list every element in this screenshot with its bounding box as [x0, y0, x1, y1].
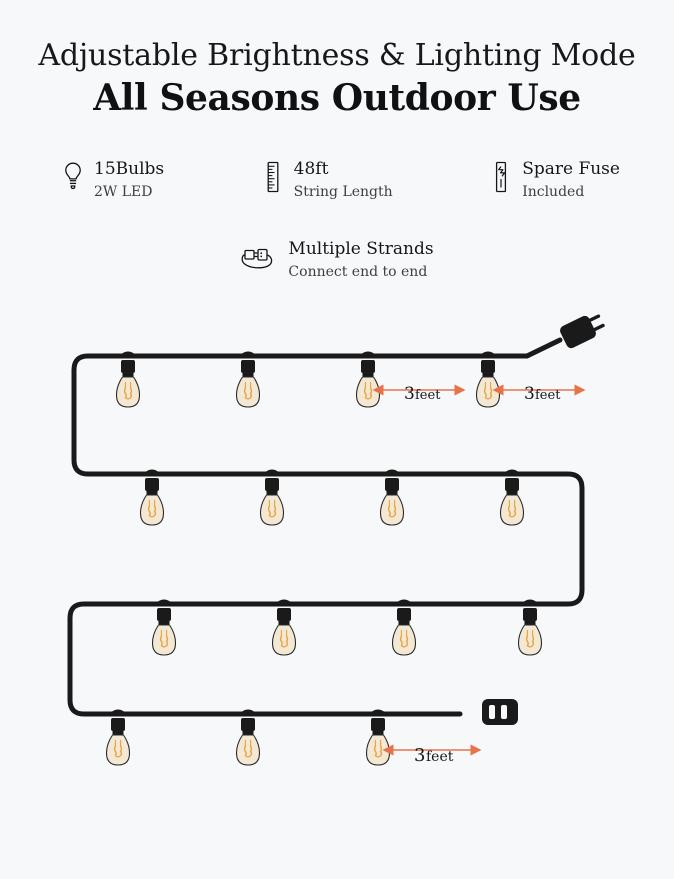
feature-length-title: 48ft	[293, 159, 329, 179]
female-connector-icon	[482, 699, 518, 725]
fuse-icon	[488, 160, 514, 203]
cord-row-1	[74, 356, 527, 430]
measurement-3	[392, 745, 472, 766]
measurement-1	[382, 384, 456, 404]
feature-length-subtitle: String Length	[293, 183, 393, 200]
measurement-1-unit: feet	[415, 388, 441, 403]
feature-bulbs-text	[94, 160, 164, 201]
feature-strands	[240, 240, 433, 286]
measurement-1-value: 3	[404, 384, 415, 404]
feature-length-text	[294, 160, 393, 201]
page-title-secondary: All Seasons Outdoor Use	[93, 77, 581, 120]
feature-length	[260, 160, 393, 203]
page-title-primary: Adjustable Brightness & Lighting Mode	[38, 38, 636, 73]
measurement-3-unit: feet	[426, 749, 454, 765]
bulb-group-row-3	[153, 600, 542, 656]
feature-strands-title: Multiple Strands	[288, 239, 434, 259]
bulb-group-row-2	[141, 470, 524, 526]
measurement-3-value: 3	[414, 745, 426, 766]
string-light-layout-diagram	[0, 310, 674, 830]
bulb-icon	[60, 160, 86, 203]
ruler-icon	[260, 160, 286, 203]
headings-block	[0, 38, 674, 120]
male-plug-icon	[527, 310, 608, 356]
diagram-svg	[0, 310, 674, 830]
feature-strands-text	[288, 240, 433, 281]
measurement-2-value: 3	[524, 384, 535, 404]
bulb-group-row-4	[107, 710, 390, 766]
feature-fuse	[488, 160, 620, 203]
plug-connect-icon	[240, 240, 280, 286]
feature-fuse-title: Spare Fuse	[522, 159, 620, 179]
feature-strands-wrapper	[0, 240, 674, 286]
feature-fuse-text	[522, 160, 620, 201]
bulb-group-row-1	[117, 352, 500, 408]
measurement-2	[502, 384, 576, 404]
feature-fuse-subtitle: Included	[522, 183, 585, 200]
feature-bulbs-title: 15Bulbs	[94, 159, 165, 179]
feature-bulbs-subtitle: 2W LED	[94, 183, 153, 200]
cord-row-4	[70, 700, 460, 714]
feature-list	[60, 160, 620, 203]
feature-bulbs	[60, 160, 164, 203]
cord-row-3	[70, 590, 582, 700]
measurement-2-unit: feet	[535, 388, 561, 403]
feature-strands-subtitle: Connect end to end	[288, 263, 428, 280]
